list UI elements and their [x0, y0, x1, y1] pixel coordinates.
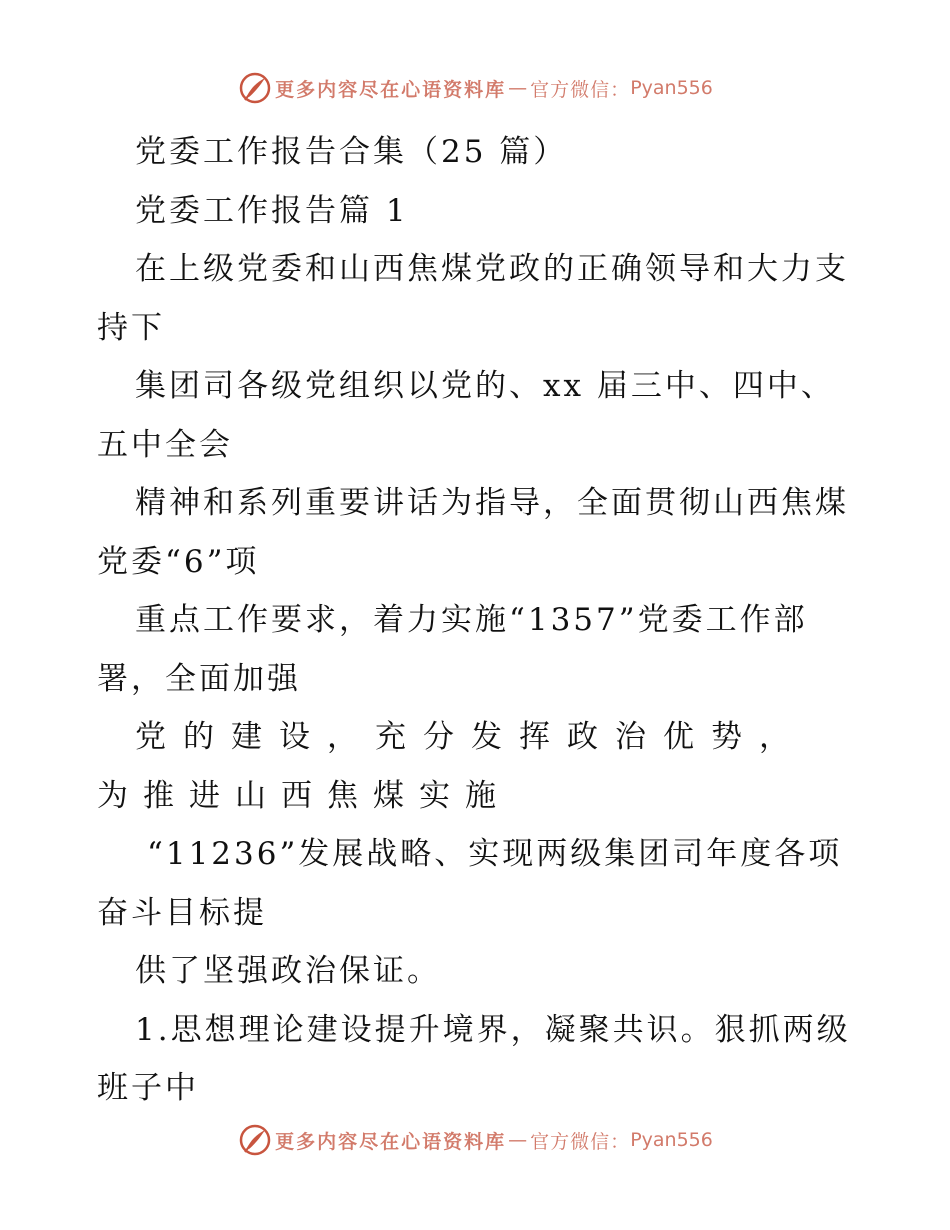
- quill-logo-icon: [237, 1122, 273, 1158]
- header-watermark: [0, 68, 950, 108]
- document-body: [97, 123, 857, 1118]
- footer-watermark: [0, 1120, 950, 1160]
- paragraph-line: 集团司各级党组织以党的、xx 届三中、四中、: [135, 368, 835, 404]
- watermark-separator: —: [508, 1129, 529, 1151]
- paragraph-line: 在上级党委和山西焦煤党政的正确领导和大力支: [135, 251, 849, 287]
- paragraph-line: 精神和系列重要讲话为指导，全面贯彻山西焦煤: [135, 485, 849, 521]
- section-heading: 党委工作报告篇 1: [135, 192, 409, 229]
- paragraph-line: 署，全面加强: [97, 660, 301, 697]
- paragraph-line: “11236”发展战略、实现两级集团司年度各项: [147, 836, 843, 872]
- paragraph-line: 班子中: [97, 1070, 199, 1106]
- watermark-wechat-label: 官方微信：: [530, 1130, 631, 1153]
- watermark-text: 更多内容尽在心语资料库: [275, 78, 507, 101]
- watermark-wechat-id: Pyan556: [630, 1129, 713, 1151]
- watermark-text: 更多内容尽在心语资料库: [275, 1130, 507, 1153]
- watermark-separator: —: [508, 77, 529, 99]
- paragraph-line: 奋斗目标提: [97, 894, 267, 931]
- document-title: 党委工作报告合集（25 篇）: [135, 134, 568, 170]
- watermark-wechat-label: 官方微信：: [530, 78, 631, 101]
- paragraph-line: 1.思想理论建设提升境界，凝聚共识。狠抓两级: [135, 1011, 851, 1048]
- quill-logo-icon: [237, 70, 273, 106]
- paragraph-line: 重点工作要求，着力实施“1357”党委工作部: [135, 602, 808, 638]
- paragraph-line: 持下: [97, 309, 165, 346]
- paragraph-line: 为推进山西焦煤实施: [97, 777, 511, 814]
- paragraph-line: 党的建设，充分发挥政治优势，: [135, 719, 807, 755]
- paragraph-line: 五中全会: [97, 426, 233, 463]
- watermark-wechat-id: Pyan556: [630, 77, 713, 99]
- paragraph-line: 供了坚强政治保证。: [135, 953, 441, 989]
- paragraph-line: 党委“6”项: [97, 543, 260, 580]
